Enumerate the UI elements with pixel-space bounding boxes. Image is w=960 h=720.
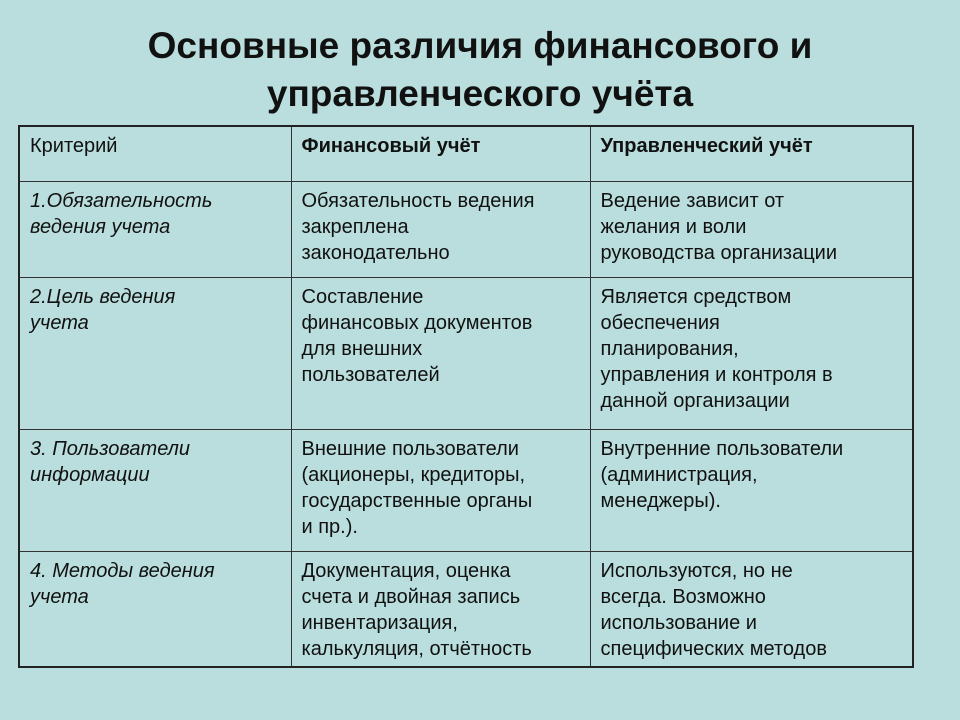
managerial-cell — [590, 182, 913, 278]
criterion-cell — [19, 182, 291, 278]
cell-line: 2.Цель ведения — [30, 286, 176, 308]
cell-line: Внешние пользователи — [301, 438, 519, 460]
cell-line: учета — [30, 312, 89, 334]
cell-line: калькуляция, отчётность — [301, 638, 532, 660]
cell-line: Используются, но не — [600, 560, 793, 582]
criterion-cell — [19, 278, 291, 430]
cell-line: Обязательность ведения — [301, 190, 535, 212]
cell-line: 1.Обязательность — [30, 190, 213, 212]
cell-line: 3. Пользователи — [30, 438, 191, 460]
cell-line: планирования, — [600, 338, 739, 360]
cell-line: пользователей — [301, 364, 440, 386]
financial-cell — [291, 278, 590, 430]
cell-line: информации — [30, 464, 150, 486]
table-header-row — [19, 126, 913, 182]
cell-line: использование и — [600, 612, 757, 634]
cell-line: менеджеры). — [600, 490, 721, 512]
cell-line: управления и контроля в — [600, 364, 833, 386]
table-row — [19, 430, 913, 552]
cell-line: (администрация, — [600, 464, 758, 486]
cell-line: всегда. Возможно — [600, 586, 766, 608]
cell-line: инвентаризация, — [301, 612, 458, 634]
financial-cell — [291, 552, 590, 668]
cell-line: государственные органы — [301, 490, 533, 512]
cell-line: специфических методов — [600, 638, 827, 660]
cell-line: законодательно — [301, 242, 450, 264]
comparison-table — [18, 125, 914, 668]
header-managerial: Управленческий учёт — [590, 126, 913, 182]
financial-cell — [291, 182, 590, 278]
cell-line: учета — [30, 586, 89, 608]
header-criterion: Критерий — [19, 126, 291, 182]
cell-line: Документация, оценка — [301, 560, 511, 582]
cell-line: для внешних — [301, 338, 423, 360]
cell-line: Внутренние пользователи — [600, 438, 844, 460]
criterion-cell — [19, 552, 291, 668]
managerial-cell — [590, 278, 913, 430]
cell-line: и пр.). — [301, 516, 358, 538]
table-row — [19, 182, 913, 278]
cell-line: Составление — [301, 286, 424, 308]
cell-line: данной организации — [600, 390, 790, 412]
cell-line: обеспечения — [600, 312, 720, 334]
cell-line: Ведение зависит от — [600, 190, 785, 212]
cell-line: (акционеры, кредиторы, — [301, 464, 526, 486]
table-row — [19, 552, 913, 668]
managerial-cell — [590, 552, 913, 668]
cell-line: счета и двойная запись — [301, 586, 521, 608]
header-financial: Финансовый учёт — [291, 126, 590, 182]
cell-line: Является средством — [600, 286, 792, 308]
cell-line: финансовых документов — [301, 312, 533, 334]
slide-title-line-2: управленческого учёта — [266, 73, 694, 114]
slide-title — [0, 22, 960, 118]
cell-line: 4. Методы ведения — [30, 560, 215, 582]
cell-line: закреплена — [301, 216, 409, 238]
slide-title-line-1: Основные различия финансового и — [147, 25, 813, 66]
cell-line: ведения учета — [30, 216, 171, 238]
managerial-cell — [590, 430, 913, 552]
financial-cell — [291, 430, 590, 552]
table-row — [19, 278, 913, 430]
cell-line: руководства организации — [600, 242, 838, 264]
cell-line: желания и воли — [600, 216, 747, 238]
criterion-cell — [19, 430, 291, 552]
